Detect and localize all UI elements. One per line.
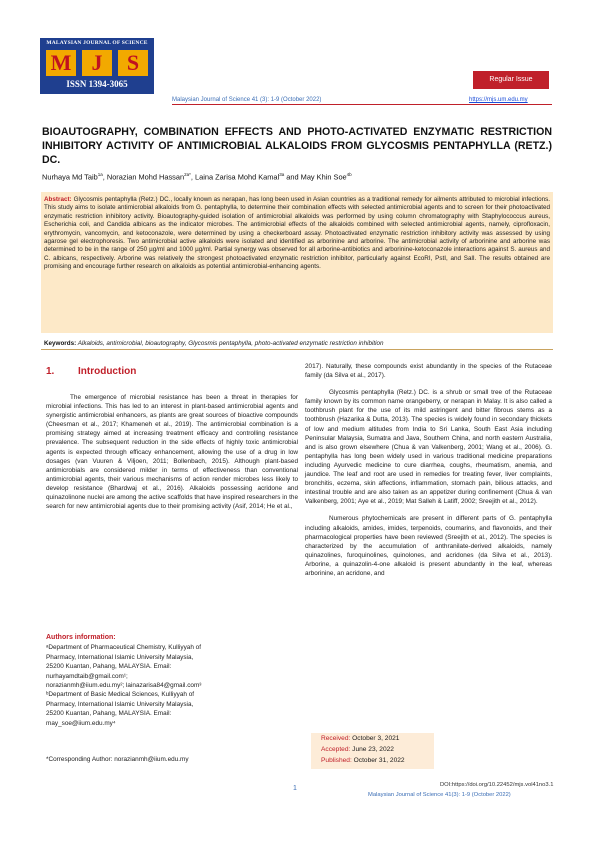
page-number: 1 — [293, 785, 297, 792]
author-info-line: ᵃDepartment of Pharmaceutical Chemistry, Kulliyyah of — [46, 644, 201, 652]
author-name: Norazian Mohd Hassan — [106, 172, 185, 182]
body-paragraph: 2017). Naturally, these compounds exist abundantly in the species of the Rutaceae family (da Silva et al., 2017). — [305, 363, 552, 380]
section-title: Introduction — [78, 366, 137, 377]
author-info-line: Pharmacy, International Islamic University Malaysia, — [46, 700, 194, 708]
abstract-label: Abstract: — [44, 196, 72, 203]
footer-journal-reference: Malaysian Journal of Science 41(3): 1-9 (October 2022) — [368, 792, 511, 798]
author-list: Nurhaya Md Taib$^{1a}$, Norazian Mohd Hassan$^{2a*}$, Laina Zarisa Mohd Kamal$^{3a}$ and May Khin Soe$^{4b}$ — [42, 172, 352, 182]
published-label: Published: — [321, 757, 352, 764]
body-paragraph: The emergence of microbial resistance has been a threat in therapies for microbial infections. This has led to an interest in plant-based antimicrobial agents and synergistic antimicrobial enhancers, as plants are great sources of bioactive compounds (Cheesman et al., 2017; Khameneh et al., 2019). The antimicrobial combination is a promising strategy aimed at increasing treatment efficacy and controlling resistance prevalence. The subsequent reduction in the side effects of highly toxic antimicrobial agents is expected through efficacy enhancement, allowing the use of a drug in low dosages (van Vuuren & Viljoen, 2011; Bollenbach, 2015). Although plant-based antimicrobials are considered milder in terms of effectiveness than conventional antimicrobial agents, their various mechanisms of action render microbes less likely to develop resistance (Bhardwaj et al., 2016). Alkaloids possessing acridone and quinazolinone nuclei are among the active scaffolds that have inspired researchers in the search for new antimicrobial agents due to their promising activity (Asif, 2014; He et al., — [46, 394, 298, 511]
keywords-divider — [41, 349, 553, 350]
author-name: Laina Zarisa Mohd Kamal — [194, 172, 280, 182]
author-info-line: may_soe@iium.edu.my⁴ — [46, 719, 116, 727]
issue-type-badge: Regular Issue — [473, 71, 549, 89]
journal-url-link[interactable]: https://mjs.um.edu.my — [469, 97, 528, 103]
logo-letter-j: J — [82, 50, 112, 76]
section-number: 1. — [46, 366, 55, 377]
section-heading — [46, 366, 136, 377]
published-date — [321, 757, 405, 764]
author-information — [46, 633, 298, 728]
author-info-line: 25200 Kuantan, Pahang, MALAYSIA. Email: — [46, 663, 172, 671]
logo-issn: ISSN 1394-3065 — [66, 79, 128, 89]
author-name: May Khin Soe — [300, 172, 347, 182]
author-info-line: ᵇDepartment of Basic Medical Sciences, Kulliyyah of — [46, 691, 195, 699]
logo-letter-s: S — [118, 50, 148, 76]
abstract — [44, 196, 550, 272]
keywords-text: Alkaloids, antimicrobial, bioautography, Glycosmis pentaphylla, photo-activated enzymatic restriction inhibition — [77, 340, 384, 347]
author-info-line: Pharmacy, International Islamic University Malaysia, — [46, 653, 194, 661]
logo-letters — [46, 50, 148, 76]
author-info-line: 25200 Kuantan, Pahang, MALAYSIA. Email: — [46, 710, 172, 718]
logo-journal-name: MALAYSIAN JOURNAL OF SCIENCE — [46, 40, 148, 46]
body-paragraph: Numerous phytochemicals are present in different parts of G. pentaphylla including alkaloids, amides, imides, terpenoids, coumarins, and flavonoids, and their pharmacological properties have been reviewed (Sreejith et al., 2012). The species is characterized by the accumulation of anthranilate-derived alkaloids, namely quinazolines, furoquinolines, quinolones, and acridones (da Silva et al., 2013). Arborine, a quinazolin-4-one alkaloid is present abundantly in the leaf, whereas arborinine, an acridone, and — [305, 515, 552, 577]
accepted-value: June 23, 2022 — [352, 746, 394, 753]
doi-link[interactable]: DOI:https://doi.org/10.22452/mjs.vol41no3.1 — [440, 782, 554, 788]
journal-logo — [40, 38, 154, 94]
author-info-line: nurhayamdtaib@gmail.com¹; — [46, 672, 128, 680]
keywords — [44, 340, 550, 347]
author-name: Nurhaya Md Taib — [42, 172, 98, 182]
corresponding-author: *Corresponding Author: norazianmh@iium.edu.my — [46, 756, 189, 763]
keywords-label: Keywords: — [44, 340, 77, 347]
left-column — [46, 393, 298, 519]
author-affiliation-mark: 3a — [279, 172, 285, 177]
paper-title: BIOAUTOGRAPHY, COMBINATION EFFECTS AND PHOTO-ACTIVATED ENZYMATIC RESTRICTION INHIBITORY ACTIVITY OF ANTIMICROBIAL ALKALOIDS FROM GLYCOSMIS PENTAPHYLLA (RETZ.) DC. — [42, 126, 552, 166]
received-label: Received: — [321, 735, 351, 742]
received-date — [321, 735, 399, 742]
received-value: October 3, 2021 — [352, 735, 400, 742]
journal-reference: Malaysian Journal of Science 41 (3): 1-9 (October 2022) — [172, 97, 322, 103]
author-affiliation-mark: 4b — [346, 172, 352, 177]
body-paragraph: Glycosmis pentaphylla (Retz.) DC. is a shrub or small tree of the Rutaceae family known by its common name orangeberry, or nerapan in Malay. It is also called a toothbrush plant for the use of its mild astringent and bitter fibrous stems as a toothbrush (Hazarika & Dutta, 2013). The species is widely found in secondary thickets of low and medium altitudes from India to Sri Lanka, South East Asia including Peninsular Malaysia, Sumatra and Java, Southern China, and north eastern Australia, and is also grown elsewhere (Chua & van Valkenberg, 2001; Wang et al., 2006). G. pentaphylla has long been widely used in various traditional medicine preparations including Ayurvedic medicine to cure diarrhea, coughs, rheumatism, anemia, and jaundice. The leaf and root are used in remedies for treating fever, liver complaints, bronchitis, eczema, skin affections, inflammation, stomach pain, bilious attacks, and intestinal trouble and are also taken as an appetizer during confinement (Chua & van Valkenberg, 2001; Aye et al., 2019; Mat Salleh & Latiff, 2002; Sreejith et al., 2012). — [305, 389, 552, 506]
right-column — [305, 362, 552, 586]
author-affiliation-mark: 2a* — [184, 172, 191, 177]
abstract-text: Glycosmis pentaphylla (Retz.) DC., locally known as nerapan, has long been used in Asian countries as a traditional remedy for ailments attributed to microbial infections. This study aims to isolate antimicrobial alkaloids from G. pentaphylla, to determine their combination effects with selected antimicrobial agents and to screen for their photoactivated enzymatic restriction inhibitory activity. Bioautography-guided isolation of antimicrobial alkaloids was performed by using column chromatography with Staphylococcus aureus, Escherichia coli, and Candida albicans as the indicator microbes. The antimicrobial effects of the alkaloids combined with selected antimicrobial agents, namely, ciprofloxacin, erythromycin, vancomycin, and ketoconazole, were determined by using a checkerboard assay. Photoactivated enzymatic restriction inhibitory activity was assessed by using agarose gel electrophoresis. Two antimicrobial active alkaloids were isolated and identified as arborinine and arborine. The antimicrobial activity of arborinine and arborine was determined to be in the range of 250 µg/ml and 1000 µg/ml. Partial synergy was observed for all arborine-antibiotics and arborinine-ketoconazole interactions against S. aureus and C. albicans, respectively. Arborine was relatively the strongest photoactivated enzymatic restriction inhibitor, particularly against EcoRI, PstI, and SalI. The results obtained are promising and encourage further research on alkaloids as potential antimicrobial-enhancing agents. — [44, 196, 551, 271]
accepted-date — [321, 746, 394, 753]
author-info-title: Authors information: — [46, 634, 116, 641]
author-info-line: norazianmh@iium.edu.my²; lainazarisa84@gmail.com³ — [46, 682, 202, 690]
accepted-label: Accepted: — [321, 746, 351, 753]
author-affiliation-mark: 1a — [97, 172, 103, 177]
header-divider — [172, 104, 552, 105]
logo-letter-m: M — [46, 50, 76, 76]
published-value: October 31, 2022 — [353, 757, 405, 764]
